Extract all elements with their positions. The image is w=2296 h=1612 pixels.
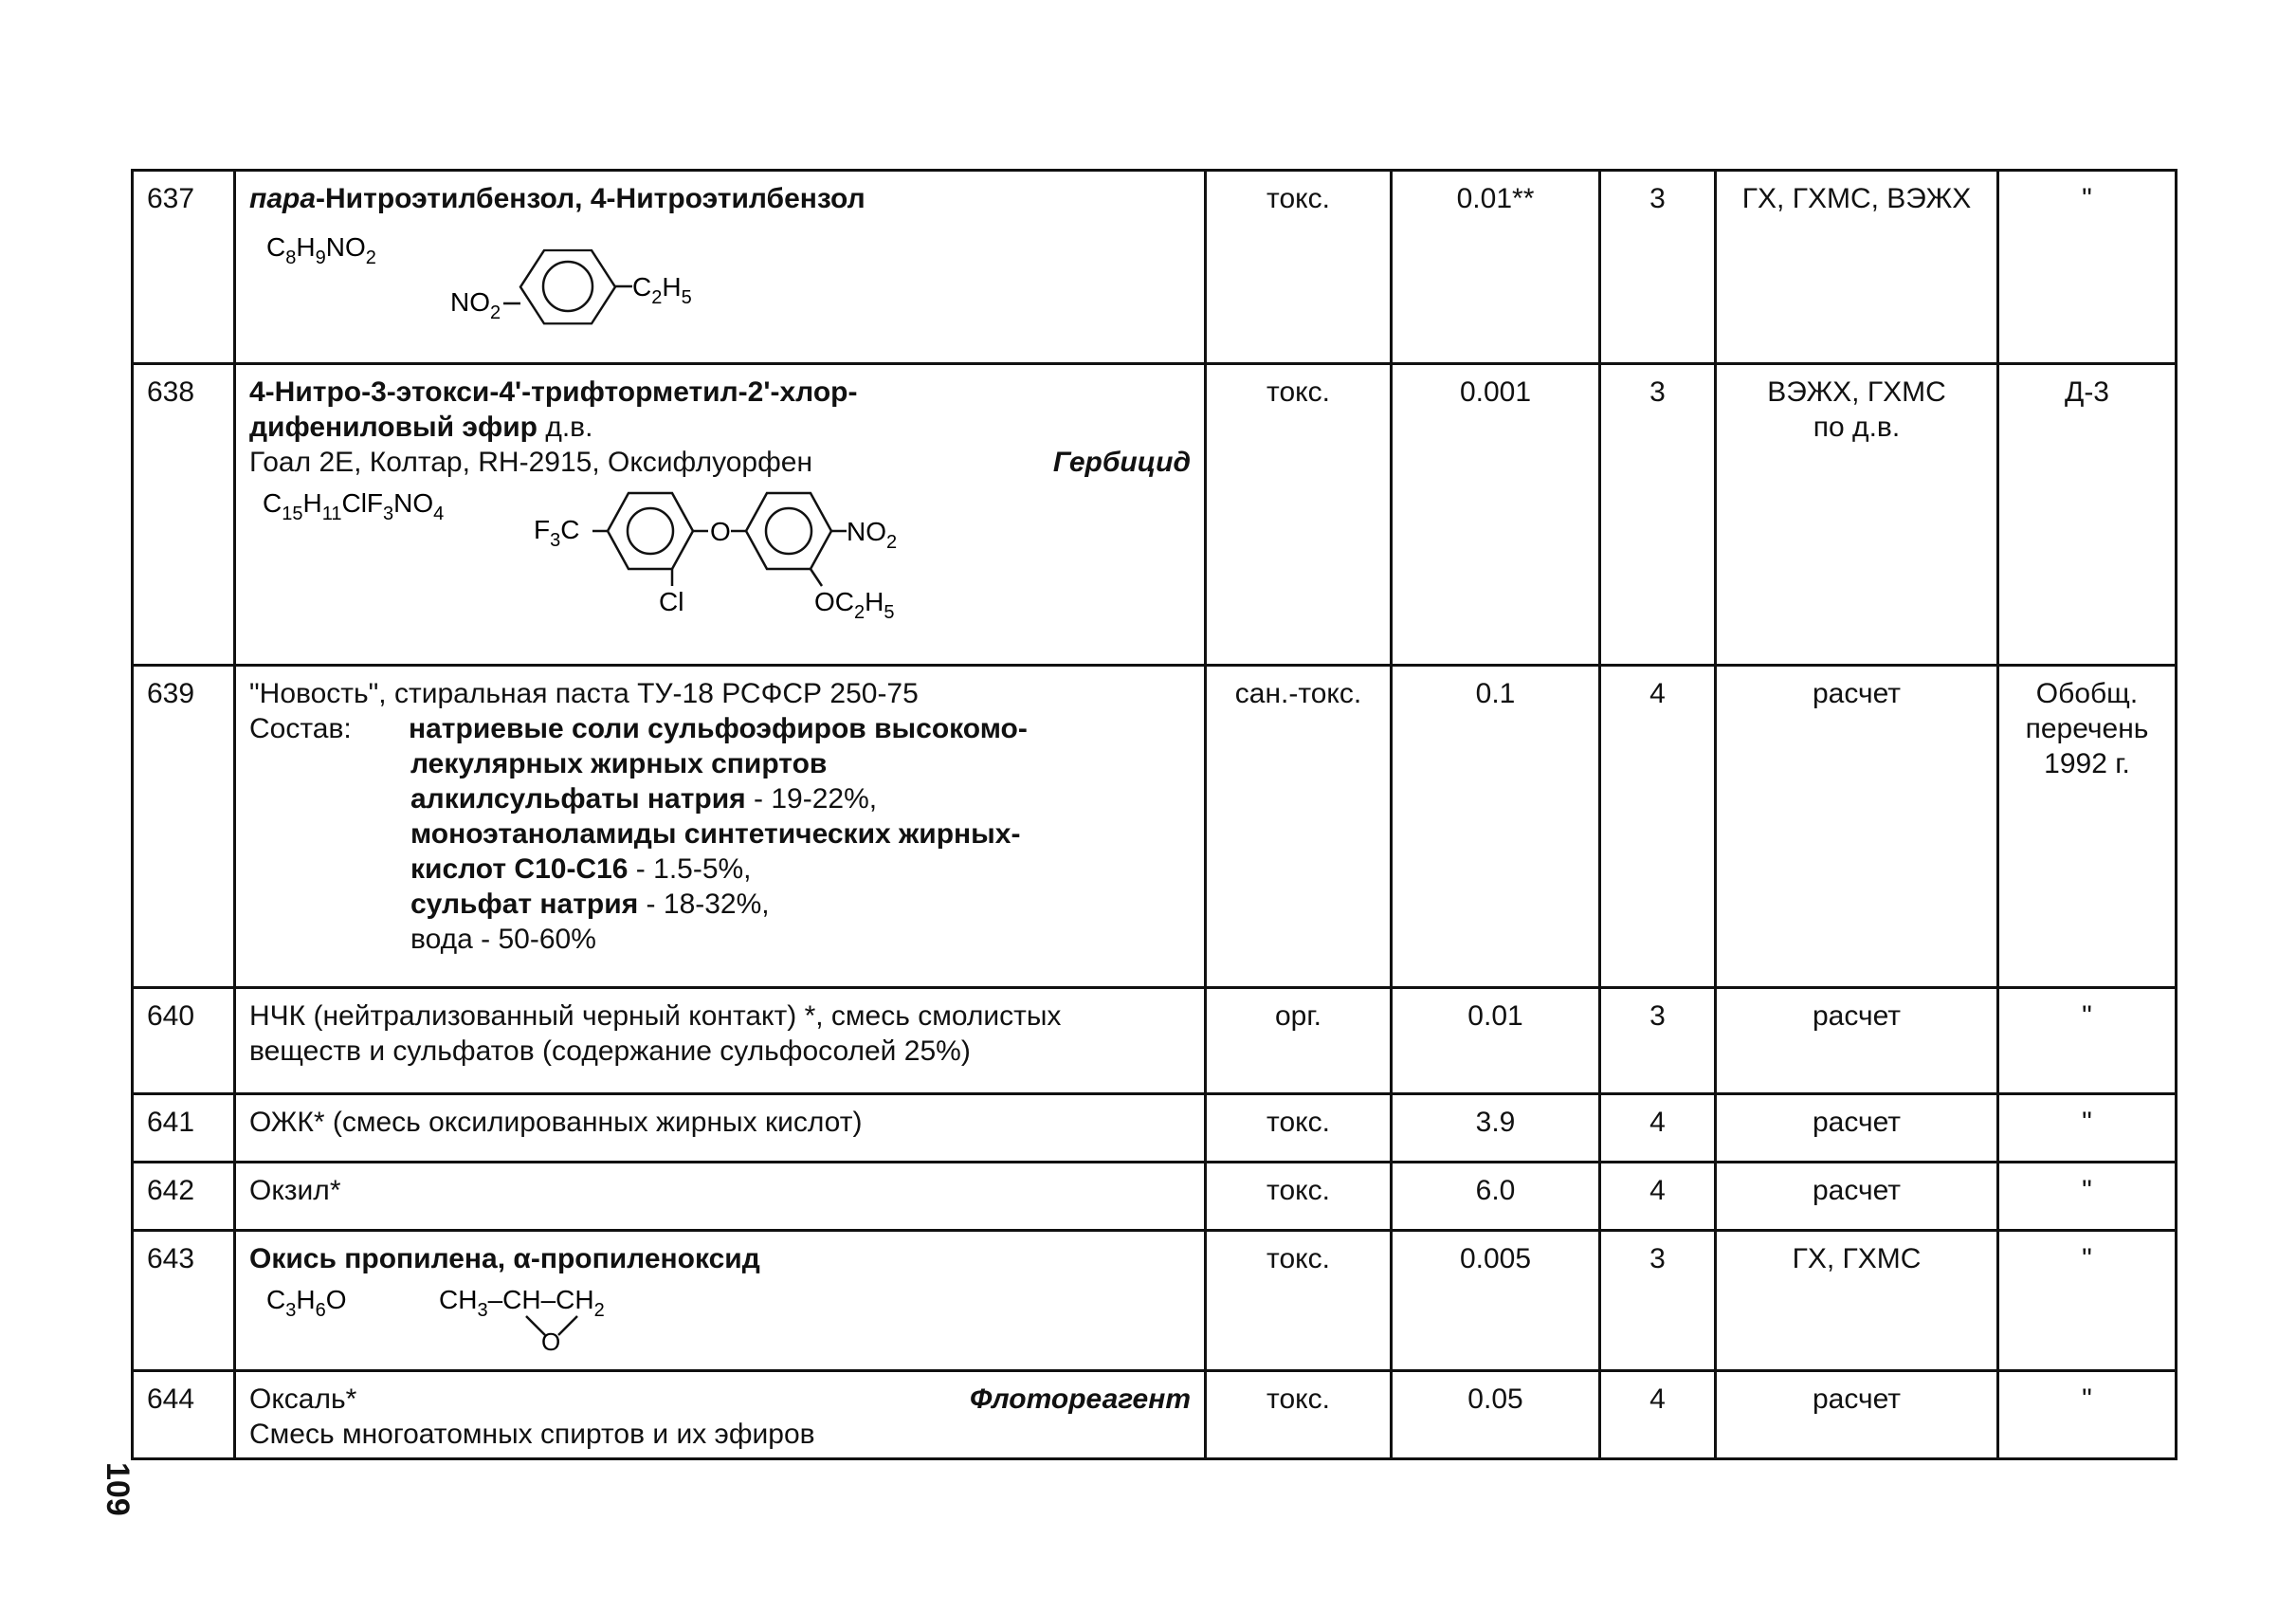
substance-cell	[235, 1371, 1206, 1459]
note-cell: "	[1998, 1231, 2177, 1371]
substance-name: ОЖК* (смесь оксилированных жирных кислот)	[235, 1094, 1206, 1163]
table-row	[133, 1371, 2177, 1459]
method-cell: расчет	[1716, 1371, 1998, 1459]
row-number: 643	[133, 1231, 235, 1371]
method-line2: по д.в.	[1813, 412, 1901, 443]
class-cell: 4	[1600, 666, 1716, 988]
note-cell: "	[1998, 1163, 2177, 1231]
class-cell: 3	[1600, 171, 1716, 364]
composition-pct: вода - 50-60%	[410, 924, 596, 955]
substituent-cl: Cl	[659, 587, 684, 616]
substance-name: -Нитроэтилбензол, 4-Нитроэтилбензол	[316, 183, 866, 214]
method-cell: ГХ, ГХМС, ВЭЖХ	[1716, 171, 1998, 364]
substituent-no2: $NO_2$	[847, 517, 898, 553]
note-line: 1992 г.	[2044, 748, 2130, 779]
value-cell: 6.0	[1392, 1163, 1600, 1231]
class-cell: 3	[1600, 364, 1716, 666]
note-cell: Д-3	[1998, 364, 2177, 666]
benzene-ring-2	[746, 493, 831, 569]
kind-cell: токс.	[1206, 1163, 1392, 1231]
row-number: 637	[133, 171, 235, 364]
substance-cell	[235, 988, 1206, 1094]
substance-name: Оксаль*	[249, 1383, 357, 1415]
composition-line: натриевые соли сульфоэфиров высокомо-	[409, 713, 1028, 744]
value-cell: 0.001	[1392, 364, 1600, 666]
composition-line: кислот C10-C16	[410, 853, 629, 885]
table-row	[133, 1163, 2177, 1231]
row-number: 640	[133, 988, 235, 1094]
note-cell: "	[1998, 171, 2177, 364]
value-cell: 0.005	[1392, 1231, 1600, 1371]
composition-line: моноэтаноламиды синтетических жирных-	[410, 818, 1021, 850]
structure-diagram-637	[249, 216, 742, 330]
substance-name-line2: Смесь многоатомных спиртов и их эфиров	[249, 1419, 815, 1450]
formula-text: $C_3H_6O$	[266, 1285, 347, 1321]
kind-cell: сан.-токс.	[1206, 666, 1392, 988]
use-label: Флотореагент	[969, 1383, 1191, 1415]
note-cell: "	[1998, 1371, 2177, 1459]
structure-diagram-643	[249, 1276, 723, 1352]
method-cell: ГХ, ГХМС	[1716, 1231, 1998, 1371]
kind-cell: токс.	[1206, 1231, 1392, 1371]
row-number: 642	[133, 1163, 235, 1231]
benzene-ring-1	[608, 493, 693, 569]
substituent-ethyl: $C_2H_5$	[632, 272, 692, 308]
substance-name: "Новость", стиральная паста ТУ-18 РСФСР 250-75	[249, 678, 919, 709]
substituent-ethoxy: $OC_2H_5$	[814, 587, 895, 622]
kind-cell: орг.	[1206, 988, 1392, 1094]
table-row	[133, 666, 2177, 988]
value-cell: 0.01	[1392, 988, 1600, 1094]
composition-pct: - 19-22%,	[745, 783, 878, 815]
class-cell: 3	[1600, 1231, 1716, 1371]
row-number: 639	[133, 666, 235, 988]
class-cell: 4	[1600, 1371, 1716, 1459]
bridge-oxygen: O	[710, 517, 731, 546]
table-row	[133, 988, 2177, 1094]
kind-cell: токс.	[1206, 171, 1392, 364]
table-row	[133, 364, 2177, 666]
substance-cell	[235, 1231, 1206, 1371]
composition-pct: - 1.5-5%,	[628, 853, 752, 885]
value-cell: 0.05	[1392, 1371, 1600, 1459]
note-cell	[1998, 666, 2177, 988]
substance-name-line1: 4-Нитро-3-этокси-4'-трифторметил-2'-хлор-	[249, 376, 858, 408]
table-row	[133, 1094, 2177, 1163]
formula-text: $C_8H_9NO_2$	[266, 232, 376, 268]
method-cell: расчет	[1716, 666, 1998, 988]
structure-diagram-638	[249, 480, 1178, 622]
substance-name-line2: дифениловый эфир	[249, 412, 538, 443]
kind-cell: токс.	[1206, 1371, 1392, 1459]
use-label: Гербицид	[1052, 447, 1191, 478]
method-cell: расчет	[1716, 1094, 1998, 1163]
class-cell: 4	[1600, 1094, 1716, 1163]
substituent-no2: $NO_2$	[450, 287, 501, 323]
substance-name-line1: НЧК (нейтрализованный черный контакт) *, смесь смолистых	[249, 1000, 1062, 1032]
ring-oxygen: O	[541, 1328, 561, 1352]
method-line1: ВЭЖХ, ГХМС	[1767, 376, 1946, 408]
composition-line: алкилсульфаты натрия	[410, 783, 746, 815]
note-cell: "	[1998, 988, 2177, 1094]
note-line: перечень	[2025, 713, 2149, 744]
substance-table	[131, 169, 2178, 1460]
method-cell	[1716, 364, 1998, 666]
row-number: 641	[133, 1094, 235, 1163]
composition-line: сульфат натрия	[410, 888, 639, 920]
name-prefix: пара	[249, 183, 317, 214]
substance-name: Окзил*	[235, 1163, 1206, 1231]
composition-pct: - 18-32%,	[638, 888, 770, 920]
substance-name-line2: веществ и сульфатов (содержание сульфосолей 25%)	[249, 1035, 971, 1067]
formula-text: $C_{15}H_{11}ClF_3NO_4$	[263, 488, 445, 524]
page-number: 109	[100, 1462, 136, 1516]
composition-label: Состав:	[249, 713, 352, 744]
note-cell: "	[1998, 1094, 2177, 1163]
note-line: Обобщ.	[2035, 678, 2139, 709]
substance-cell	[235, 666, 1206, 988]
substance-cell	[235, 364, 1206, 666]
class-cell: 4	[1600, 1163, 1716, 1231]
table-row	[133, 1231, 2177, 1371]
method-cell: расчет	[1716, 1163, 1998, 1231]
value-cell: 0.1	[1392, 666, 1600, 988]
substituent-cf3: $F_3C$	[534, 515, 580, 551]
row-number: 644	[133, 1371, 235, 1459]
name-suffix: д.в.	[545, 412, 593, 443]
kind-cell: токс.	[1206, 364, 1392, 666]
chain-text: $CH_3-CH-CH_2$	[439, 1285, 605, 1321]
class-cell: 3	[1600, 988, 1716, 1094]
row-number: 638	[133, 364, 235, 666]
substance-name: Окись пропилена, α-пропиленоксид	[249, 1243, 760, 1274]
kind-cell: токс.	[1206, 1094, 1392, 1163]
method-cell: расчет	[1716, 988, 1998, 1094]
value-cell: 3.9	[1392, 1094, 1600, 1163]
composition-line: лекулярных жирных спиртов	[410, 748, 828, 779]
synonyms: Гоал 2Е, Колтар, RH-2915, Оксифлуорфен	[249, 447, 813, 478]
substance-cell	[235, 171, 1206, 364]
table-row	[133, 171, 2177, 364]
value-cell: 0.01**	[1392, 171, 1600, 364]
